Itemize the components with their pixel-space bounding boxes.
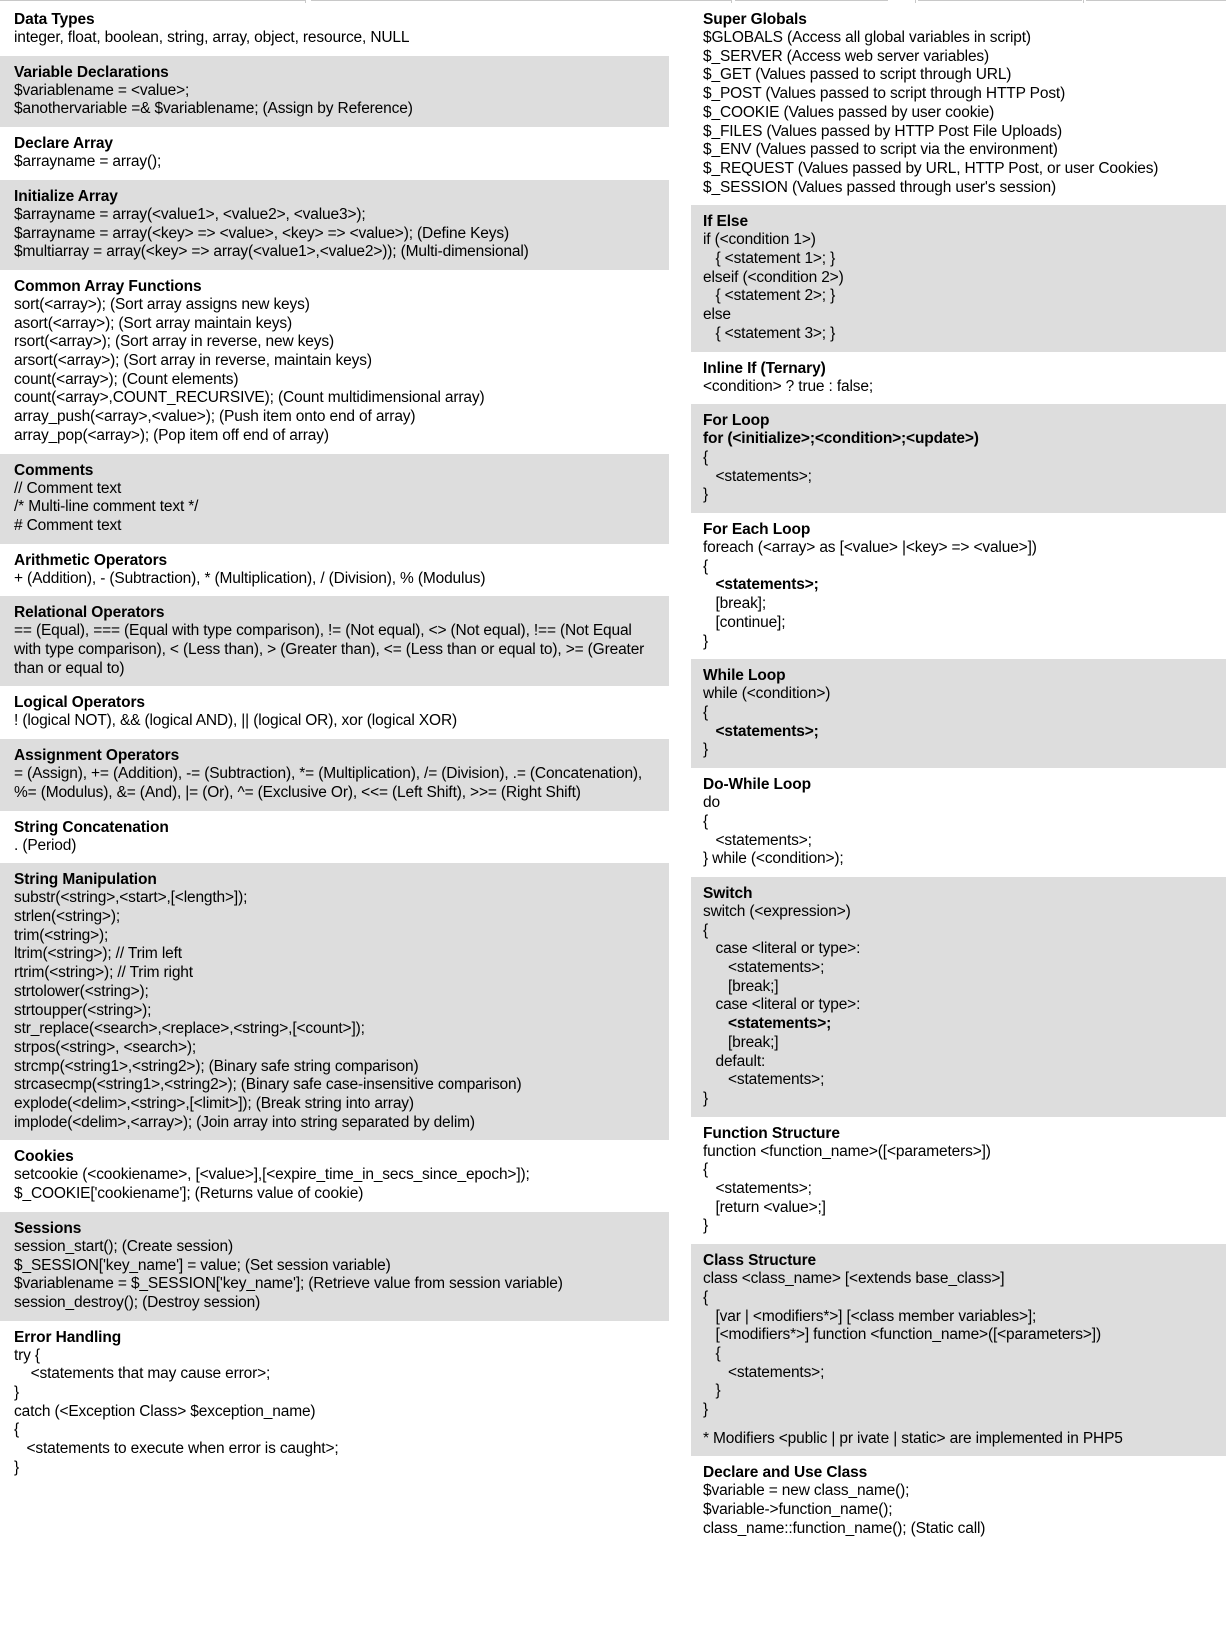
section-line: { <statement 2>; } (703, 287, 836, 305)
section-line: elseif (<condition 2>) (703, 268, 844, 286)
section-line: session_start(); (Create session) (14, 1237, 234, 1255)
section-left_column-0 (0, 3, 669, 56)
section-title: Sessions (14, 1219, 82, 1237)
section-line: setcookie (<cookiename>, [<value>],[<expire_time_in_secs_since_epoch>]); (14, 1166, 530, 1184)
section-line: $multiarray = array(<key> => array(<value1>,<value2>)); (Multi-dimensional) (14, 243, 529, 261)
top-rule-segment (918, 0, 1082, 1)
section-line: $_POST (Values passed to script through HTTP Post) (703, 85, 1066, 103)
section-line: $_SESSION['key_name'] = value; (Set session variable) (14, 1256, 391, 1274)
section-title: String Manipulation (14, 871, 157, 889)
section-line: <statements>; (703, 1363, 825, 1381)
section-line: [continue]; (703, 613, 786, 631)
section-line: [break;] (703, 1033, 779, 1051)
cheatsheet-columns (0, 3, 1226, 1547)
section-line: $anothervariable =& $variablename; (Assign by Reference) (14, 100, 413, 118)
section-line: $arrayname = array(); (14, 153, 162, 171)
top-rule-segment (311, 0, 731, 1)
section-line: { (703, 921, 709, 939)
section-line: = (Assign), += (Addition), -= (Subtraction), *= (Multiplication), /= (Division), .= (Concatenation), %= (Modulus), &= (And), |= (Or), ^= (Exclusive Or), <<= (Left Shift), >>= (Right Shift) (14, 765, 647, 801)
section-title: For Each Loop (703, 521, 811, 539)
section-title: Cookies (14, 1148, 74, 1166)
section-right_column-1 (691, 205, 1226, 351)
section-line: strpos(<string>, <search>); (14, 1038, 197, 1056)
section-line: <statements to execute when error is caught>; (14, 1440, 339, 1458)
section-line: $_GET (Values passed to script through URL) (703, 66, 1012, 84)
section-left_column-6 (0, 544, 669, 597)
section-line: switch (<expression>) (703, 902, 851, 920)
section-title: Declare and Use Class (703, 1464, 868, 1482)
section-line: $variablename = $_SESSION['key_name']; (Retrieve value from session variable) (14, 1275, 563, 1293)
section-line: { (14, 1421, 20, 1439)
section-line: count(<array>); (Count elements) (14, 370, 239, 388)
section-line: array_pop(<array>); (Pop item off end of array) (14, 426, 329, 444)
section-right_column-2 (691, 352, 1226, 405)
section-line: <statements that may cause error>; (14, 1365, 271, 1383)
section-line: session_destroy(); (Destroy session) (14, 1293, 261, 1311)
section-line: # Comment text (14, 516, 122, 534)
section-line: <statements>; (703, 1015, 832, 1033)
section-line: str_replace(<search>,<replace>,<string>,[<count>]); (14, 1020, 365, 1038)
section-right_column-9 (691, 1244, 1226, 1456)
section-title: Declare Array (14, 135, 113, 153)
section-line: } (703, 486, 709, 504)
section-line: class <class_name> [<extends base_class>] (703, 1270, 1005, 1288)
section-left_column-11 (0, 863, 669, 1140)
section-line: <statements>; (703, 831, 812, 849)
section-line: ! (logical NOT), && (logical AND), || (logical OR), xor (logical XOR) (14, 712, 457, 730)
section-right_column-4 (691, 513, 1226, 659)
section-title: Class Structure (703, 1252, 817, 1270)
section-title: Data Types (14, 11, 95, 28)
section-left_column-12 (0, 1140, 669, 1211)
section-line: count(<array>,COUNT_RECURSIVE); (Count multidimensional array) (14, 389, 485, 407)
section-line: strcasecmp(<string1>,<string2>); (Binary safe case-insensitive comparison) (14, 1076, 522, 1094)
section-line: { (703, 448, 709, 466)
section-line: function <function_name>([<parameters>]) (703, 1142, 991, 1160)
section-title: Do-While Loop (703, 776, 812, 794)
top-rule-segment (0, 0, 305, 1)
section-line: if (<condition 1>) (703, 231, 816, 249)
section-line: try { (14, 1346, 40, 1364)
section-left_column-13 (0, 1212, 669, 1321)
section-line: $variable = new class_name(); (703, 1482, 910, 1500)
section-line: [return <value>;] (703, 1198, 826, 1216)
section-line: sort(<array>); (Sort array assigns new keys) (14, 295, 310, 313)
section-left_column-4 (0, 270, 669, 454)
section-line: <statements>; (703, 467, 812, 485)
section-left_column-10 (0, 811, 669, 864)
section-line: <statements>; (703, 1071, 825, 1089)
section-line: { <statement 3>; } (703, 324, 836, 342)
section-right_column-8 (691, 1117, 1226, 1245)
section-title: Comments (14, 461, 94, 479)
section-line: + (Addition), - (Subtraction), * (Multiplication), / (Division), % (Modulus) (14, 569, 486, 587)
section-line: // Comment text (14, 479, 122, 497)
section-line: arsort(<array>); (Sort array in reverse, maintain keys) (14, 352, 372, 370)
section-line: { <statement 1>; } (703, 250, 836, 268)
section-line: /* Multi-line comment text */ (14, 498, 199, 516)
section-line: asort(<array>); (Sort array maintain keys) (14, 314, 292, 332)
section-line: strtoupper(<string>); (14, 1001, 152, 1019)
section-line: case <literal or type>: (703, 996, 861, 1014)
section-line: $variablename = <value>; (14, 81, 190, 99)
section-line: <statements>; (703, 959, 825, 977)
section-line: { (703, 703, 709, 721)
section-title: Logical Operators (14, 694, 145, 712)
section-right_column-10 (691, 1456, 1226, 1546)
section-title: Initialize Array (14, 187, 118, 205)
section-line: <condition> ? true : false; (703, 377, 874, 395)
section-line: } (703, 1217, 709, 1235)
section-line: $arrayname = array(<value1>, <value2>, <value3>); (14, 205, 366, 223)
section-line: else (703, 306, 731, 324)
section-line: $variable->function_name(); (703, 1501, 893, 1519)
section-line: explode(<delim>,<string>,[<limit>]); (Break string into array) (14, 1095, 414, 1113)
right-column (691, 3, 1226, 1547)
section-left_column-2 (0, 127, 669, 180)
section-line: $_COOKIE['cookiename']; (Returns value of cookie) (14, 1185, 364, 1203)
section-title: Assignment Operators (14, 747, 180, 765)
section-line: catch (<Exception Class> $exception_name) (14, 1402, 316, 1420)
section-line: strtolower(<string>); (14, 982, 149, 1000)
section-right_column-0 (691, 3, 1226, 205)
section-line: { (703, 1161, 709, 1179)
section-line: { (703, 1288, 709, 1306)
section-line: $GLOBALS (Access all global variables in script) (703, 29, 1031, 46)
section-line: integer, float, boolean, string, array, object, resource, NULL (14, 29, 410, 46)
section-line: [var | <modifiers*>] [<class member variables>]; (703, 1307, 1037, 1325)
section-line: $_COOKIE (Values passed by user cookie) (703, 103, 995, 121)
section-title: If Else (703, 213, 748, 231)
section-line: <statements>; (703, 1180, 812, 1198)
section-line: { (703, 812, 709, 830)
section-line: trim(<string>); (14, 926, 109, 944)
section-line: } (703, 1089, 709, 1107)
section-line: } (14, 1384, 20, 1402)
section-right_column-5 (691, 659, 1226, 768)
section-line: == (Equal), === (Equal with type comparison), != (Not equal), <> (Not equal), !== (Not Equal with type comparison), < (Less than), > (Greater than), <= (Less than or equal to), >= (Greater than or equal to) (14, 622, 649, 677)
section-line: strlen(<string>); (14, 907, 120, 925)
section-line: } (703, 1382, 721, 1400)
section-line: $_ENV (Values passed to script via the environment) (703, 141, 1058, 159)
section-title: For Loop (703, 412, 770, 430)
top-rule-segment (735, 0, 888, 1)
section-line: ltrim(<string>); // Trim left (14, 945, 182, 963)
section-right_column-3 (691, 404, 1226, 513)
section-line: <statements>; (703, 722, 819, 740)
section-left_column-7 (0, 596, 669, 686)
section-title: Arithmetic Operators (14, 551, 168, 569)
section-title: Relational Operators (14, 604, 165, 622)
section-line: strcmp(<string1>,<string2>); (Binary safe string comparison) (14, 1057, 419, 1075)
section-right_column-7 (691, 877, 1226, 1117)
section-line: * Modifiers <public | pr ivate | static> are implemented in PHP5 (703, 1429, 1123, 1447)
top-rule-segment (1086, 0, 1226, 1)
section-line: do (703, 794, 720, 812)
section-line: $_FILES (Values passed by HTTP Post File Uploads) (703, 122, 1063, 140)
section-line: } (703, 1401, 709, 1419)
section-line: { (703, 557, 709, 575)
section-line: $_SERVER (Access web server variables) (703, 47, 990, 65)
section-line: while (<condition>) (703, 685, 831, 703)
section-line: default: (703, 1052, 766, 1070)
section-line: array_push(<array>,<value>); (Push item onto end of array) (14, 408, 416, 426)
section-title: Error Handling (14, 1328, 122, 1346)
section-left_column-5 (0, 454, 669, 544)
section-left_column-3 (0, 180, 669, 270)
section-left_column-9 (0, 739, 669, 810)
section-title: While Loop (703, 667, 786, 685)
section-left_column-14 (0, 1321, 669, 1486)
section-line: $arrayname = array(<key> => <value>, <key> => <value>); (Define Keys) (14, 224, 509, 242)
section-line: $_REQUEST (Values passed by URL, HTTP Post, or user Cookies) (703, 159, 1159, 177)
section-line: for (<initialize>;<condition>;<update>) (703, 430, 979, 448)
section-line: implode(<delim>,<array>); (Join array into string separated by delim) (14, 1113, 475, 1131)
section-title: Super Globals (703, 11, 807, 28)
section-line: { (703, 1344, 721, 1362)
section-title: Switch (703, 884, 753, 902)
section-line: } (14, 1458, 20, 1476)
section-left_column-8 (0, 686, 669, 739)
section-line: } while (<condition>); (703, 850, 844, 868)
section-line: [break;] (703, 977, 779, 995)
section-line: substr(<string>,<start>,[<length>]); (14, 889, 248, 907)
section-line: <statements>; (703, 576, 819, 594)
section-line: rsort(<array>); (Sort array in reverse, new keys) (14, 333, 334, 351)
section-line: case <literal or type>: (703, 940, 861, 958)
section-title: Common Array Functions (14, 277, 202, 295)
section-line-spacer (703, 1420, 1218, 1430)
section-line: } (703, 632, 709, 650)
section-left_column-1 (0, 56, 669, 127)
section-title: Function Structure (703, 1124, 840, 1142)
section-line: foreach (<array> as [<value> |<key> => <value>]) (703, 539, 1037, 557)
section-line: } (703, 741, 709, 759)
section-line: . (Period) (14, 836, 77, 854)
section-title: String Concatenation (14, 818, 169, 836)
section-title: Variable Declarations (14, 63, 169, 81)
section-line: class_name::function_name(); (Static call) (703, 1519, 986, 1537)
left-column (0, 3, 669, 1486)
section-line: [break]; (703, 595, 766, 613)
section-title: Inline If (Ternary) (703, 359, 826, 377)
section-line: $_SESSION (Values passed through user's session) (703, 178, 1057, 196)
section-line: rtrim(<string>); // Trim right (14, 964, 193, 982)
section-right_column-6 (691, 768, 1226, 877)
section-line: [<modifiers*>] function <function_name>([<parameters>]) (703, 1326, 1101, 1344)
